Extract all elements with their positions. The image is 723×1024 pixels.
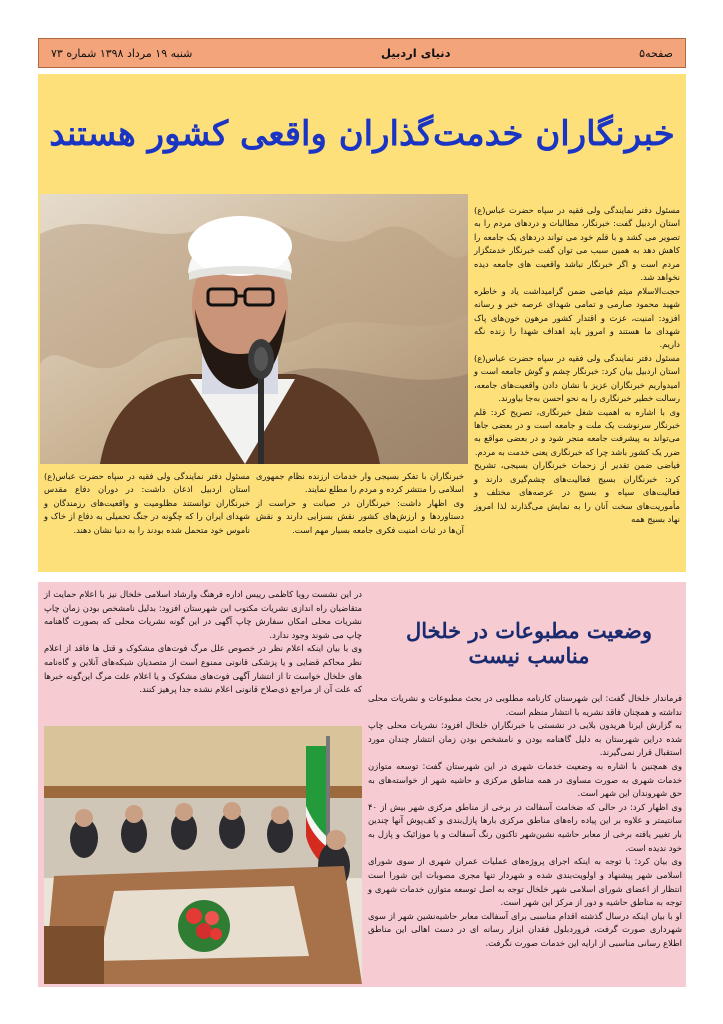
paragraph: در این نشست رویا کاظمی رییس اداره فرهنگ وارشاد اسلامی خلخال نیز با اعلام حمایت از متقاضیان راه اندازی نشریات مکتوب این شهرستان افزود: بدلیل نامشخص بودن زمان چاپ نشریات محلی امکان سفارش چاپ آگهی در این گونه نشریات محلی که بصورت گاهنامه چاپ می شوند وجود ندارد. — [44, 589, 362, 640]
paragraph: وی با بیان اینکه اعلام نظر در خصوص علل مرگ فوت‌های مشکوک و قتل ها فاقد از اعلام نظر محاکم قضایی و یا پزشکی قانونی ممنوع است از متصدیان شبکه‌های آنلاین و گاه‌نامه های خلخال خواست تا از انتشار آگهی فوت‌های مشکوک و یا اعلام علت مرگ این‌گونه خبرها که علت آن از مراجع ذی‌صلاح قانونی اعلام نشده جدا پرهیز کنند. — [44, 643, 362, 695]
newspaper-name: دنیای اردبیل — [381, 46, 451, 60]
meeting-room-photo — [44, 726, 362, 984]
article-headline: وضعیت مطبوعات در خلخال مناسب نیست — [406, 618, 652, 668]
article-column-left — [44, 470, 250, 560]
paragraph: مسئول دفتر نمایندگی ولی فقیه در سپاه حضرت عباس(ع) استان اردبیل گفت: خبرنگار، مطالبات و دردهای مردم را به تصویر می کشد و با قلم خود می تواند دردهای یک جامعه را کاهش دهد به همین سبب می توان گفت خبرنگار خدمتگزار مردم است و اگر خبرنگار نباشد واقعیت های جامعه دیده نخواهد شد. — [474, 205, 680, 283]
cleric-speaking-photo — [40, 194, 468, 464]
paragraph: وی همچنین با اشاره به وضعیت خدمات شهری در این شهرستان گفت: توسعه متوازن خدمات شهری به صورت مساوی در همه مناطق مرکزی و حاشیه شهر از خواسته‌های به حق شهروندان این شهر است. — [368, 761, 682, 799]
paragraph: به گزارش ایرنا هریدون بلایی در نشستی با خبرنگاران خلخال افزود: نشریات محلی چاپ شده دراین شهرستان به دلیل گاهنامه بودن و نامشخص بودن زمان انتشار چندان مورد استقبال قرار نمی‌گیرند. — [368, 720, 682, 758]
article-headline: خبرنگاران خدمت‌گذاران واقعی کشور هستند — [49, 114, 675, 154]
article-journalists — [38, 74, 686, 572]
paragraph: وی اظهار کرد: در حالی که ضخامت آسفالت در برخی از مناطق مرکزی شهر بیش از ۴۰ سانتیمتر و علاوه بر این پیاده راه‌های مناطق مرکزی بارها پازل‌بندی و کف‌پوش آنها چندین بار تغییر یافته برخی از معابر حاشیه نشین‌شهر تاکنون رنگ آسفالت و یا موزائیک و پازل به خود ندیده است. — [368, 801, 682, 853]
paragraph: مسئول دفتر نمایندگی ولی فقیه در سپاه حضرت عباس(ع) استان اردبیل اذعان داشت: در دوران دفاع مقدس خبرنگاران توانستند مظلومیت و واقعیت‌های رزمندگان و شهدای ایران را که چگونه در جنگ تحمیلی به دفاع از خاک و ناموس خود متحمل شده بودند را به دنیا نشان دهند. — [44, 471, 250, 535]
page-header — [38, 38, 686, 68]
paragraph: فیاضی ضمن تقدیر از زحمات خبرنگاران بسیجی، تشریح کرد: خبرنگاران بسیج فعالیت‌های چشم‌گیری دارند و فعالیت‌های سپاه و بسیج در عرصه‌های مختلف و مأموریت‌های سخت آنان را به نمایش می‌گذارند لذا امروز نهاد بسیج همه — [474, 460, 680, 525]
paragraph: وی اظهار داشت: خبرنگاران در صیانت و حراست از دستاوردها و ارزش‌های کشور نقش بسزایی دارند و نقش آن‌ها در ثبات امنیت فکری جامعه بسیار مهم است. — [256, 497, 464, 535]
issue-info: شنبه ۱۹ مرداد ۱۳۹۸ شماره ۷۳ — [51, 46, 193, 60]
article-column-left — [44, 588, 362, 720]
paragraph: حجت‌الاسلام میثم فیاضی ضمن گرامیداشت یاد و خاطره شهید محمود صارمی و تمامی شهدای عرصه خبر و رسانه افزود: امنیت، عزت و اقتدار کشور مرهون خون‌های پاک شهدای ما هستند و امروز باید اهداف شهدا را زنده نگه داریم. — [474, 285, 680, 350]
article-column-right — [474, 204, 680, 564]
article-column-middle — [256, 470, 464, 560]
paragraph: او با بیان اینکه درسال گذشته اقدام مناسبی برای آسفالت معابر حاشیه‌نشین شهر از سوی شهرداری صورت گرفت، فروردبلول فقدان ابزار رسانه ای در دست اهالی این مناطق اطلاع رسانی مناسبی از ارایه این خدمات صورت نگرفت. — [368, 910, 682, 948]
paragraph: وی با اشاره به اهمیت شغل خبرنگاری، تصریح کرد: قلم خبرنگار سرنوشت یک ملت و جامعه است و در بعضی جاها می‌تواند به پیشرفت جامعه منجر شود و در بعضی مواقع به ضرر یک کشور باشد چرا که خبرنگاری یعنی خدمت به مردم. — [474, 406, 680, 457]
paragraph: مسئول دفتر نمایندگی ولی فقیه در سپاه حضرت عباس(ع) استان اردبیل بیان کرد: خبرنگار چشم و گوش جامعه است و امیدواریم خبرنگاران عزیز با نشان دادن واقعیت‌های جامعه، رسالت خطیر خبرنگاری را به نحو احسن به‌جا بیاورند. — [474, 352, 680, 404]
paragraph: فرماندار خلخال گفت: این شهرستان کارنامه مطلوبی در بحث مطبوعات و نشریات محلی نداشته و همچنان فاقد نشریه با انتشار منظم است. — [368, 693, 682, 717]
paragraph: خبرنگاران با تفکر بسیجی وار خدمات ارزنده نظام جمهوری اسلامی را منتشر کرده و مردم را مطلع نمایند. — [256, 471, 464, 495]
article-press-status — [38, 582, 686, 987]
article-column-right — [368, 692, 682, 982]
page-number: صفحه۵ — [639, 46, 673, 60]
paragraph: وی بیان کرد: با توجه به اینکه اجرای پروژه‌های عملیات عمران شهری از سوی شورای اسلامی شهر پیشنهاد و اولویت‌بندی شده و شهردار تنها مجری مصوبات این شورا است انتظار از اعضای شورای اسلامی شهر خلخال توجه به اصل توسعه متوازن خدمات شهری و توجه به مناطق حاشیه و دور از مرکز این شهر است. — [368, 856, 682, 908]
